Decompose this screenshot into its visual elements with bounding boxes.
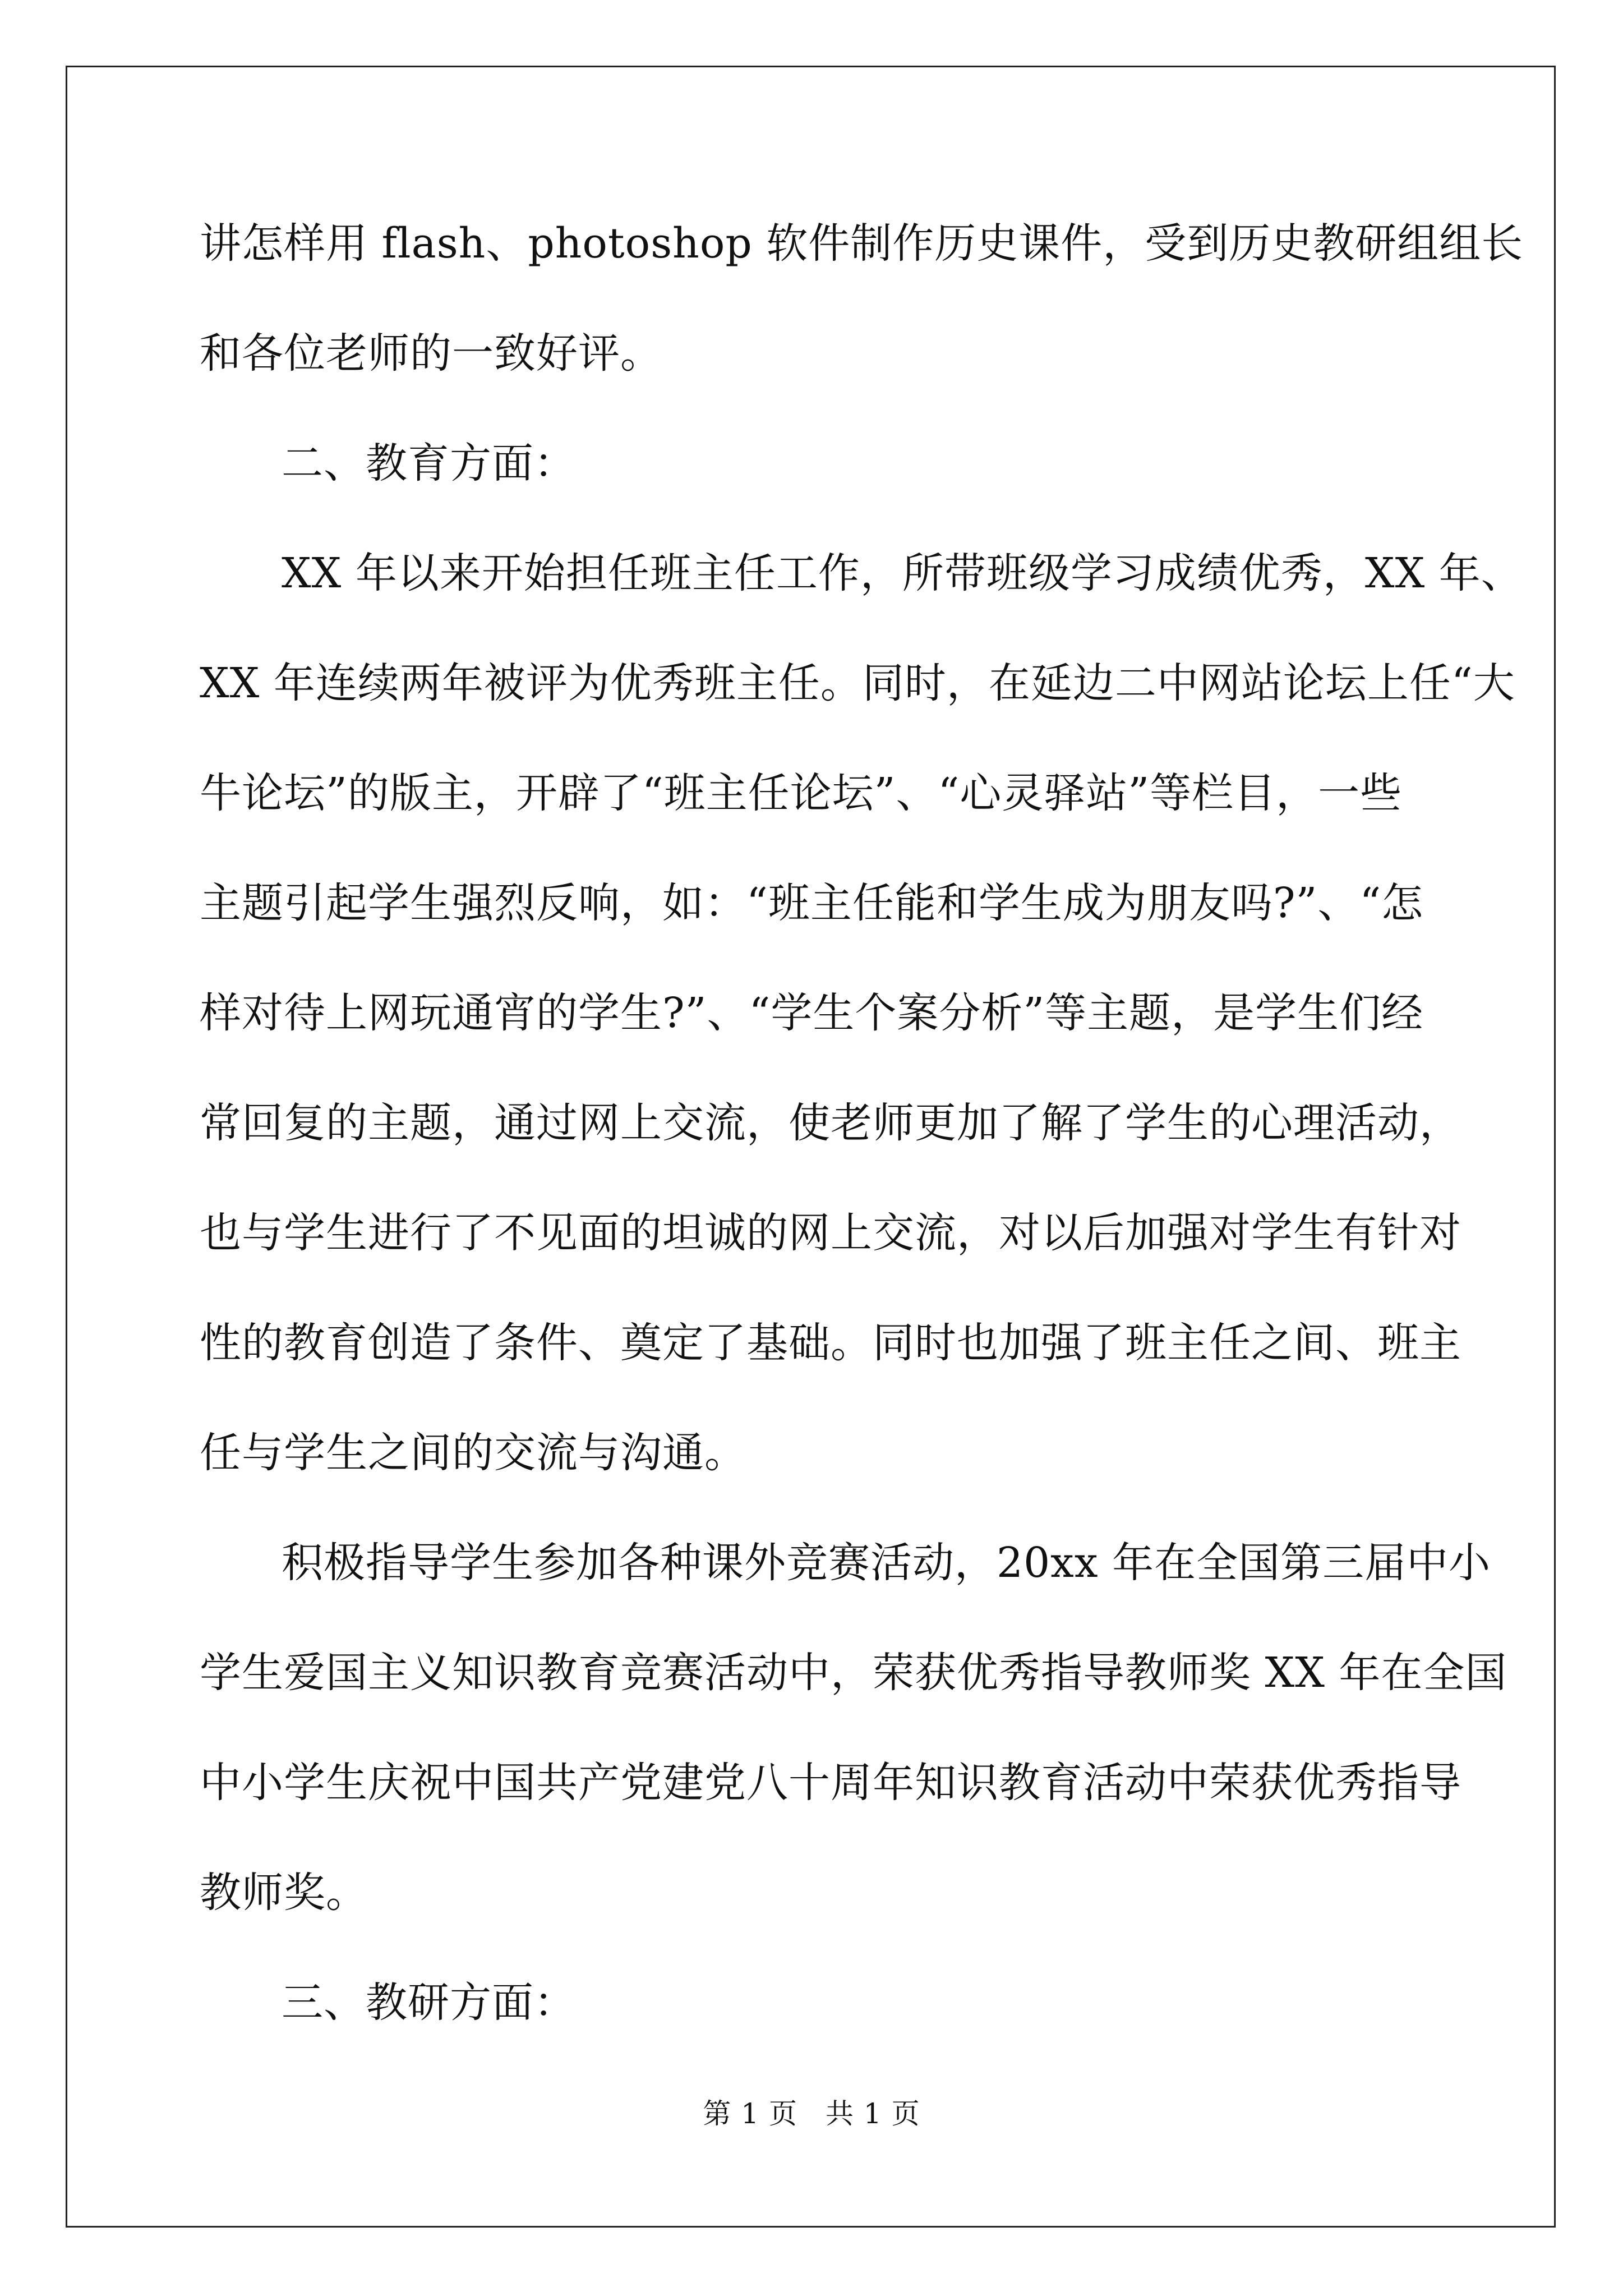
text-line: 和各位老师的一致好评。 — [200, 329, 662, 378]
text-line: 样对待上网玩通宵的学生?”、“学生个案分析”等主题，是学生们经 — [200, 989, 1424, 1037]
text-line: 学生爱国主义知识教育竞赛活动中，荣获优秀指导教师奖 XX 年在全国 — [200, 1649, 1507, 1697]
page-footer — [0, 2097, 1623, 2131]
text-line: XX 年以来开始担任班主任工作，所带班级学习成绩优秀，XX 年、 — [282, 549, 1523, 597]
page-number: 第 1 页 — [703, 2097, 797, 2130]
text-line: 教师奖。 — [200, 1869, 368, 1917]
section-heading: 三、教研方面： — [282, 1978, 576, 2027]
section-heading: 二、教育方面： — [282, 439, 576, 487]
text-line: 牛论坛”的版主，开辟了“班主任论坛”、“心灵驿站”等栏目，一些 — [200, 769, 1403, 817]
text-line: XX 年连续两年被评为优秀班主任。同时，在延边二中网站论坛上任“大 — [200, 659, 1515, 707]
text-line: 任与学生之间的交流与沟通。 — [200, 1429, 746, 1477]
text-line: 积极指导学生参加各种课外竞赛活动，20xx 年在全国第三届中小 — [282, 1539, 1491, 1587]
page-total: 共 1 页 — [826, 2097, 920, 2130]
text-line: 主题引起学生强烈反响，如：“班主任能和学生成为朋友吗?”、“怎 — [200, 879, 1424, 927]
text-line: 中小学生庆祝中国共产党建党八十周年知识教育活动中荣获优秀指导 — [200, 1759, 1461, 1807]
text-line: 常回复的主题，通过网上交流，使老师更加了解了学生的心理活动， — [200, 1099, 1461, 1147]
text-line: 性的教育创造了条件、奠定了基础。同时也加强了班主任之间、班主 — [200, 1319, 1461, 1367]
text-line: 讲怎样用 flash、photoshop 软件制作历史课件，受到历史教研组组长 — [200, 219, 1524, 268]
text-line: 也与学生进行了不见面的坦诚的网上交流，对以后加强对学生有针对 — [200, 1209, 1461, 1257]
